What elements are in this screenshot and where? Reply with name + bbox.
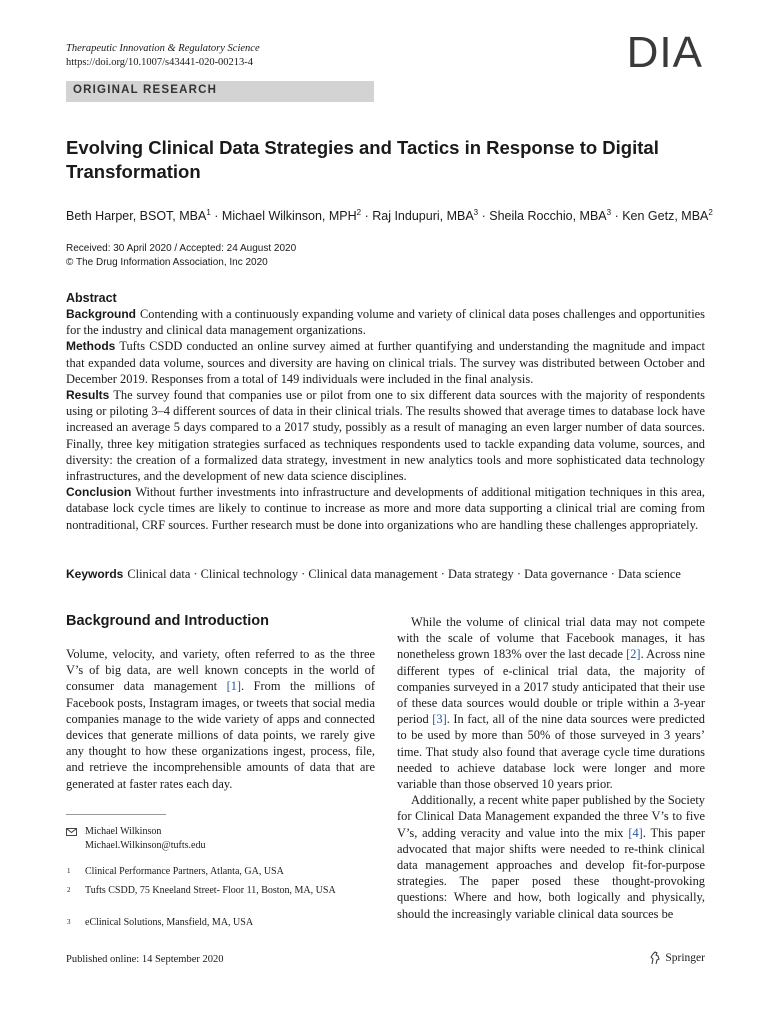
author-name[interactable]: Ken Getz, MBA bbox=[622, 209, 709, 224]
author-affiliation: 2 bbox=[708, 208, 713, 217]
springer-horse-icon bbox=[649, 951, 661, 965]
journal-name: Therapeutic Innovation & Regulatory Science bbox=[66, 43, 260, 54]
publisher-mark bbox=[649, 951, 705, 965]
right-column-text bbox=[397, 614, 705, 922]
author-list: Beth Harper, BSOT, $MBA^1$ · Michael Wilkinson, $MPH^2$ · Raj Indupuri, $MBA^3$ · Sheila Rocchio, $MBA^3$ · Ken Getz, MBA$^2$ bbox=[66, 208, 713, 224]
abstract-label: Results bbox=[66, 388, 110, 403]
citation-link[interactable]: [3] bbox=[432, 712, 447, 727]
article-title: Evolving Clinical Data Strategies and Tactics in Response to Digital Transformation bbox=[66, 137, 659, 182]
citation-link[interactable]: [4] bbox=[628, 825, 643, 840]
abstract-conclusion: Conclusion Without further investments into infrastructure and developments of additional mitigation techniques in this area, database lock cycle times are likely to continue to increase as more and more data supporting a clinical trial are coming from nontraditional, CRF sources. Further research must be done into organizations who are handling these challenges appropriately. bbox=[66, 485, 705, 532]
keywords-list: Clinical data · Clinical technology · Clinical data management · Data strategy · Data governance · Data science bbox=[127, 567, 681, 581]
contact-email[interactable]: Michael.Wilkinson@tufts.edu bbox=[85, 840, 206, 851]
abstract-results: Results The survey found that companies use or pilot from one to six different data sources with the majority of respondents using or piloting 3–4 different sources of data in their clinical trials. The results showed that average times to database lock have increased an average 5 days compared to a 2017 study, possibly as a result of managing an even larger number of data sources. Finally, three key mitigation strategies surfaced as techniques respondents used to tackle expanding data volume, sources, and diversity: the creation of a formalized data strategy, investment in new analytics tools and more sophisticated data technology infrastructures, and the development of new data science disciplines. bbox=[66, 388, 705, 484]
keywords bbox=[66, 566, 726, 582]
copyright-notice: © The Drug Information Association, Inc 2020 bbox=[66, 257, 268, 268]
left-column-paragraph: Volume, velocity, and variety, often referred to as the three V’s of big data, are well known concepts in the world of consumer data management [1]. From the millions of Facebook posts, Instagram images, or tweets that social media companies manage to the wide variety of apps and connected devices that generate millions of data points, we rarely give any thought to how these organizations ingest, process, file, and retrieve the incomprehensible amounts of data that are generated at faster rates each day. bbox=[66, 647, 376, 791]
abstract-label: Conclusion bbox=[66, 485, 132, 500]
author-affiliation: 3 bbox=[606, 208, 612, 217]
affiliation-2: Tufts CSDD, 75 Kneeland Street- Floor 11, Boston, MA, USA bbox=[85, 885, 336, 896]
affiliation-1: Clinical Performance Partners, Atlanta, GA, USA bbox=[85, 866, 284, 877]
affiliation-3: eClinical Solutions, Mansfield, MA, USA bbox=[85, 917, 254, 928]
paragraph: Additionally, a recent white paper published by the Society for Clinical Data Management expanded the three V’s to five V’s, adding veracity and value into the mix [4]. This paper advocated that major shifts were needed to re-think clinical data management approaches and develop fit-for-purpose strategies. The paper posed these thought-provoking questions: Where and how, both logically and physically, should the increasingly variable clinical data sources be bbox=[397, 793, 705, 921]
affiliation-number: 2 bbox=[67, 886, 71, 894]
author-name[interactable]: Sheila Rocchio, MBA bbox=[489, 209, 607, 224]
author-affiliation: 2 bbox=[356, 208, 362, 217]
affiliation-number: 3 bbox=[67, 918, 71, 926]
citation-link[interactable]: [1] bbox=[226, 679, 242, 694]
author-affiliation: 3 bbox=[473, 208, 479, 217]
abstract-methods: Methods Tufts CSDD conducted an online survey aimed at further quantifying and understanding the magnitude and impact that expanded data volume, sources and diversity are having on clinical trials. The survey was distributed between October and December 2019. Responses from a total of 149 individuals were included in the final analysis. bbox=[66, 339, 705, 386]
author-affiliation: 1 bbox=[206, 208, 211, 217]
section-bar bbox=[66, 81, 374, 102]
received-accepted-dates: Received: 30 April 2020 / Accepted: 24 August 2020 bbox=[66, 243, 297, 254]
contact-name: Michael Wilkinson bbox=[85, 826, 162, 837]
abstract-background: Background Contending with a continuously expanding volume and variety of clinical data poses challenges and opportunities for the industry and clinical data management organizations. bbox=[66, 307, 705, 338]
section-label: ORIGINAL RESEARCH bbox=[73, 84, 218, 96]
citation-link[interactable]: [2] bbox=[626, 647, 641, 662]
author-name[interactable]: Michael Wilkinson, MPH bbox=[221, 209, 357, 224]
abstract-heading: Abstract bbox=[66, 291, 117, 305]
keywords-label: Keywords bbox=[66, 567, 124, 581]
doi-link[interactable]: https://doi.org/10.1007/s43441-020-00213-4 bbox=[66, 57, 254, 68]
affiliation-number: 1 bbox=[67, 867, 71, 875]
author-name[interactable]: Beth Harper, BSOT, MBA bbox=[66, 209, 207, 224]
dia-logo: DIA bbox=[626, 28, 703, 77]
publisher-name: Springer bbox=[665, 952, 705, 964]
abstract-label: Methods bbox=[66, 339, 116, 354]
paragraph: While the volume of clinical trial data may not compete with the scale of volume that Facebook manages, it has nonetheless grown 183% over the last decade [2]. Across nine different types of e-clinical trial data, the majority of companies surveyed in a 2017 study anticipated that their use of these data sources would double or triple within a 3-year period [3]. In fact, all of the nine data sources were predicted to be used by more than 50% of those surveyed in 3 years’ time. That study also found that average cycle time durations needed to achieve database lock were longer and more variable than those observed 10 years prior. bbox=[397, 615, 706, 792]
envelope-icon bbox=[66, 828, 77, 836]
published-date: Published online: 14 September 2020 bbox=[66, 954, 224, 965]
abstract-body bbox=[66, 306, 705, 533]
abstract-label: Background bbox=[66, 307, 137, 321]
footnote-divider bbox=[66, 814, 166, 815]
author-name[interactable]: Raj Indupuri, MBA bbox=[372, 209, 474, 224]
section-heading: Background and Introduction bbox=[66, 613, 269, 629]
